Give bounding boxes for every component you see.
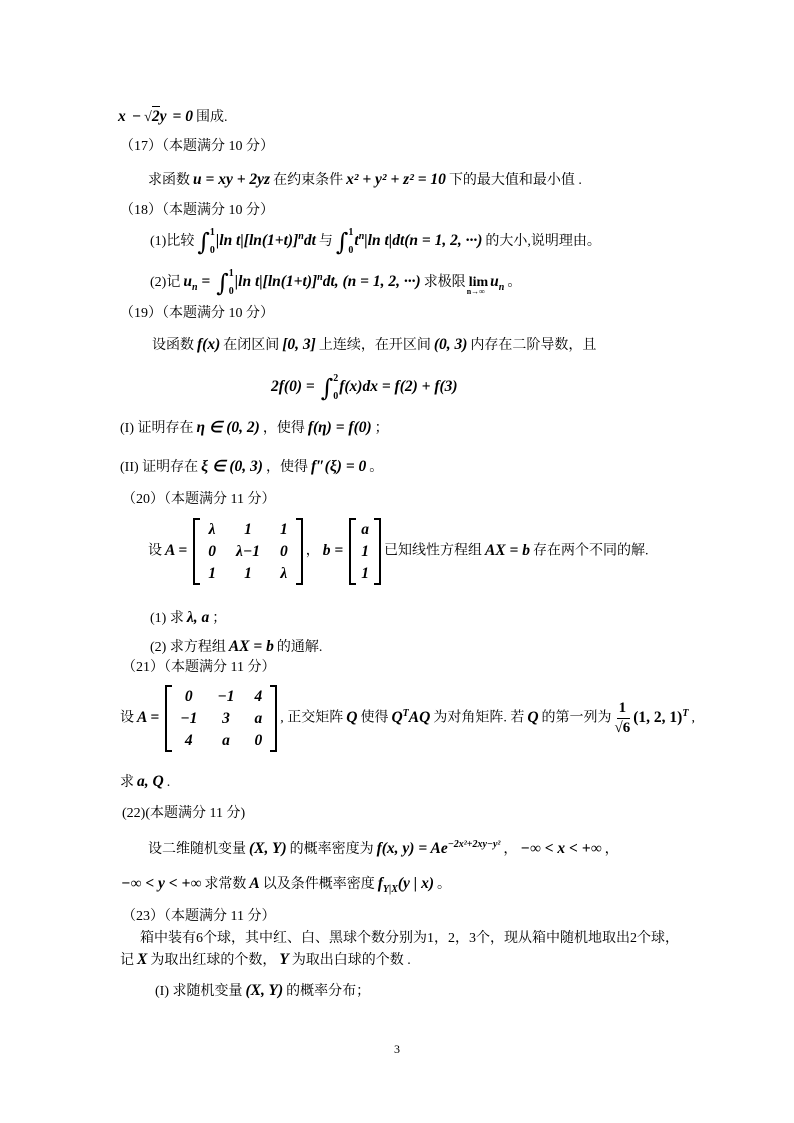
matrix-cell: −1 bbox=[217, 688, 235, 705]
random-variable: X bbox=[137, 951, 148, 968]
q20-part2 bbox=[150, 637, 322, 658]
text: 以及条件概率密度 bbox=[262, 877, 375, 892]
part-label: (II) 证明存在 bbox=[120, 460, 199, 475]
random-vector: (X, Y) bbox=[245, 982, 284, 999]
q23-body-line1: 箱中装有6个球，其中红、白、黑球个数分别为1，2，3个，现从箱中随机地取出2个球， bbox=[140, 931, 679, 946]
part-label: (1)比较 bbox=[150, 234, 195, 250]
part-label: (2) 求方程组 bbox=[150, 640, 226, 655]
vector-cell: 1 bbox=[361, 565, 369, 582]
text: 。 bbox=[369, 460, 384, 475]
text: 。 bbox=[507, 275, 522, 291]
q21-header: （21）（本题满分 11 分） bbox=[122, 660, 276, 675]
lower-limit: 0 bbox=[348, 244, 354, 256]
q20-part1 bbox=[150, 608, 226, 629]
text: 下的最大值和最小值 . bbox=[448, 173, 582, 188]
matrix-cell: λ bbox=[208, 521, 216, 538]
integral-limits bbox=[348, 228, 353, 256]
density-argument: (y | x) bbox=[397, 875, 434, 892]
lim-text: lim bbox=[468, 275, 489, 291]
text: ， bbox=[503, 842, 518, 858]
matrix-cell: −1 bbox=[180, 710, 198, 727]
matrix-cell: a bbox=[222, 732, 230, 749]
previous-question-tail bbox=[118, 107, 227, 128]
math-eq: = 0 bbox=[172, 108, 193, 125]
exponent: n bbox=[358, 231, 365, 242]
text: 的概率密度为 bbox=[289, 842, 374, 858]
vector-entries: (1, 2, 1) bbox=[633, 708, 683, 726]
matrix-cell: 0 bbox=[208, 543, 216, 560]
math-function: u = xy + 2yz bbox=[193, 171, 271, 188]
random-variable: Y bbox=[279, 951, 289, 968]
q22-header: (22)(本题满分 11 分) bbox=[122, 806, 246, 821]
exponent: n bbox=[298, 231, 304, 242]
term-index: n bbox=[498, 282, 505, 294]
matrix-cell: 1 bbox=[279, 521, 288, 538]
text: 设函数 bbox=[152, 338, 194, 353]
matrix-cell: λ bbox=[280, 565, 288, 582]
integrand-body: |ln t|[ln(1+t)] bbox=[234, 273, 318, 291]
integrand-body: |ln t|[ln(1+t)] bbox=[215, 232, 299, 250]
matrix-cell: a bbox=[254, 710, 263, 727]
text: 的通解. bbox=[276, 640, 323, 655]
numerator: 1 bbox=[617, 699, 629, 719]
equation-rhs: f(x)dx = f(2) + f(3) bbox=[339, 378, 458, 396]
transpose-mark: T bbox=[402, 707, 409, 719]
q19-equation bbox=[268, 374, 461, 402]
q17-header: （17）（本题满分 10 分） bbox=[120, 139, 274, 154]
matrix-cell: 4 bbox=[254, 688, 263, 705]
term-index: n bbox=[191, 282, 198, 294]
matrix-q: Q bbox=[346, 708, 358, 726]
similarity-transform bbox=[391, 709, 430, 726]
equation-lhs: 2f(0) = bbox=[271, 378, 315, 396]
q18-part2 bbox=[150, 268, 521, 298]
text: 求极限 bbox=[423, 275, 466, 291]
sqrt-sign: √ bbox=[614, 720, 623, 736]
sequence-term bbox=[183, 273, 211, 294]
left-bracket bbox=[165, 685, 172, 752]
matrix-product: AQ bbox=[408, 708, 431, 726]
matrix-cell: 4 bbox=[184, 732, 193, 749]
q21-ask bbox=[120, 772, 170, 793]
matrix-q: Q bbox=[527, 708, 539, 726]
vector-entries bbox=[356, 518, 374, 585]
integral bbox=[321, 374, 339, 402]
fraction bbox=[615, 699, 631, 738]
math-function: f(x) bbox=[197, 336, 221, 353]
text: 的大小,说明理由。 bbox=[485, 234, 601, 250]
matrix-lhs: A = bbox=[165, 541, 188, 559]
text: 围成. bbox=[195, 110, 228, 125]
matrix-cell: 0 bbox=[184, 688, 193, 705]
text: 已知线性方程组 bbox=[383, 543, 482, 559]
right-bracket bbox=[296, 518, 303, 585]
integral-limits bbox=[210, 228, 215, 256]
part-label: (I) 证明存在 bbox=[120, 421, 194, 436]
math-goal: f(η) = f(0) bbox=[307, 419, 372, 436]
density-base: f bbox=[377, 875, 383, 892]
math-vars: λ, a bbox=[186, 609, 210, 626]
limit-argument bbox=[490, 273, 505, 294]
integrand bbox=[216, 232, 316, 249]
sqrt-radicand: 2 bbox=[151, 108, 160, 125]
matrix-a bbox=[193, 518, 303, 585]
integral bbox=[216, 269, 234, 297]
sqrt-radicand: 6 bbox=[622, 720, 631, 736]
text: 为取出白球的个数 . bbox=[291, 953, 411, 968]
matrix-cell: 0 bbox=[254, 732, 263, 749]
q23-part1 bbox=[155, 981, 370, 1002]
lower-limit: 0 bbox=[209, 244, 215, 256]
q22-body-line1 bbox=[148, 835, 619, 860]
matrix-cell: 0 bbox=[279, 543, 288, 560]
part-label: (I) 求随机变量 bbox=[155, 984, 243, 999]
integral-limits bbox=[229, 269, 234, 297]
left-bracket bbox=[349, 518, 356, 585]
text: 上连续，在开区间 bbox=[318, 338, 431, 353]
part-label: (2)记 bbox=[150, 275, 181, 291]
lower-limit: 0 bbox=[333, 391, 339, 402]
q20-body bbox=[148, 518, 648, 585]
matrix-cell: 1 bbox=[244, 521, 252, 538]
text: ， bbox=[305, 543, 320, 559]
integral-sign: ∫ bbox=[335, 227, 349, 256]
lower-limit: 0 bbox=[228, 285, 234, 297]
lim-subscript: n→∞ bbox=[466, 287, 485, 297]
vector-lhs: b = bbox=[322, 541, 344, 559]
text: 设 bbox=[120, 710, 134, 726]
math-constraint: x² + y² + z² = 10 bbox=[346, 171, 446, 188]
text: 在约束条件 bbox=[273, 173, 344, 188]
text: 内存在二阶导数，且 bbox=[470, 338, 597, 353]
density-function bbox=[377, 840, 501, 857]
q19-body bbox=[152, 335, 596, 356]
q22-body-line2 bbox=[118, 874, 451, 900]
text: . bbox=[166, 775, 171, 790]
random-vector: (X, Y) bbox=[249, 840, 287, 858]
constant-a: A bbox=[249, 875, 260, 892]
integrand-base: t bbox=[354, 232, 359, 250]
math-var: x bbox=[118, 108, 126, 125]
density-subscript: Y|X bbox=[382, 884, 398, 896]
domain-x: −∞ < x < +∞ bbox=[520, 840, 602, 858]
integrand-body: |ln t|dt(n = 1, 2, ···) bbox=[364, 232, 483, 250]
open-interval: (0, 3) bbox=[433, 336, 468, 353]
upper-limit: 1 bbox=[348, 226, 354, 238]
q18-header: （18）（本题满分 10 分） bbox=[120, 203, 274, 218]
math-op: − bbox=[131, 108, 142, 125]
density-base: f(x, y) = Ae bbox=[376, 840, 448, 858]
part-label: (1) 求 bbox=[150, 611, 184, 626]
text: 求 bbox=[120, 775, 134, 790]
text: 使得 bbox=[360, 710, 389, 726]
text: 记 bbox=[120, 953, 134, 968]
math-eq: = bbox=[201, 273, 211, 291]
closed-interval: [0, 3] bbox=[282, 336, 316, 353]
text: , 正交矩阵 bbox=[280, 710, 344, 726]
right-bracket bbox=[270, 685, 277, 752]
math-var: y bbox=[159, 108, 167, 125]
vector-b bbox=[349, 518, 381, 585]
text: 求函数 bbox=[148, 173, 190, 188]
text: 为取出红球的个数， bbox=[150, 953, 277, 968]
text: ，使得 bbox=[265, 460, 308, 475]
exponent: n bbox=[317, 272, 323, 283]
text: 为对角矩阵. 若 bbox=[433, 710, 525, 726]
math-vars: a, Q bbox=[137, 773, 164, 790]
matrix-cell: 1 bbox=[208, 565, 216, 582]
density-exponent: −2x²+2xy−y² bbox=[447, 839, 501, 850]
text: 设二维随机变量 bbox=[148, 842, 246, 858]
text: 在闭区间 bbox=[223, 338, 280, 353]
q19-header: （19）（本题满分 10 分） bbox=[120, 306, 274, 321]
upper-limit: 2 bbox=[333, 373, 339, 384]
text: 设 bbox=[148, 543, 162, 559]
integral bbox=[197, 228, 215, 256]
text: 的第一列为 bbox=[541, 710, 612, 726]
text: 的概率分布； bbox=[286, 984, 371, 999]
matrix-cell: 3 bbox=[222, 710, 230, 727]
q23-body-line2 bbox=[120, 950, 411, 971]
left-bracket bbox=[193, 518, 200, 585]
math-condition: ξ ∈ (0, 3) bbox=[201, 458, 263, 475]
integral-sign: ∫ bbox=[320, 374, 334, 402]
text: ，使得 bbox=[262, 421, 305, 436]
text: ； bbox=[374, 421, 389, 436]
term-base: u bbox=[183, 273, 192, 291]
integral-sign: ∫ bbox=[197, 227, 210, 256]
text: 。 bbox=[437, 877, 451, 892]
text: ； bbox=[212, 611, 227, 626]
text: 求常数 bbox=[204, 877, 247, 892]
q17-body bbox=[148, 170, 582, 191]
matrix-entries bbox=[200, 518, 296, 585]
matrix-lhs: A = bbox=[137, 708, 160, 726]
linear-system: AX = b bbox=[484, 541, 530, 559]
integral bbox=[336, 228, 354, 256]
text: 与 bbox=[318, 234, 333, 250]
q19-part1 bbox=[120, 418, 389, 439]
upper-limit: 1 bbox=[228, 267, 234, 279]
integrand bbox=[354, 232, 482, 249]
denominator bbox=[615, 719, 631, 738]
matrix-cell: λ−1 bbox=[235, 543, 260, 560]
linear-system: AX = b bbox=[228, 638, 274, 655]
matrix-entries bbox=[172, 685, 270, 752]
limit-operator bbox=[466, 273, 489, 297]
column-vector bbox=[633, 709, 688, 726]
vector-cell: a bbox=[361, 521, 369, 538]
q19-part2 bbox=[120, 457, 383, 478]
page-number: 3 bbox=[394, 1042, 400, 1056]
upper-limit: 1 bbox=[209, 226, 215, 238]
domain-y: −∞ < y < +∞ bbox=[121, 875, 202, 892]
matrix-a bbox=[165, 685, 277, 752]
q20-header: （20）（本题满分 11 分） bbox=[122, 492, 276, 507]
text: , bbox=[691, 710, 695, 726]
differential: dt bbox=[303, 232, 316, 250]
right-bracket bbox=[374, 518, 381, 585]
q23-header: （23）（本题满分 11 分） bbox=[122, 909, 276, 924]
integral-limits bbox=[333, 374, 338, 402]
math-goal: f″(ξ) = 0 bbox=[310, 458, 367, 475]
transpose-mark: T bbox=[682, 707, 689, 719]
matrix-cell: 1 bbox=[244, 565, 252, 582]
q18-part1 bbox=[150, 227, 601, 256]
text: 存在两个不同的解. bbox=[532, 543, 649, 559]
conditional-density bbox=[377, 875, 434, 896]
matrix-q: Q bbox=[391, 708, 403, 726]
sqrt-sign: √ bbox=[144, 110, 152, 125]
integral-sign: ∫ bbox=[216, 268, 229, 297]
text: ， bbox=[604, 842, 619, 858]
math-condition: η ∈ (0, 2) bbox=[196, 419, 260, 436]
integrand bbox=[235, 273, 421, 290]
vector-cell: 1 bbox=[361, 543, 369, 560]
integrand-rest: dt, (n = 1, 2, ···) bbox=[322, 273, 421, 291]
q21-body bbox=[120, 685, 695, 752]
term-base: u bbox=[490, 273, 499, 291]
